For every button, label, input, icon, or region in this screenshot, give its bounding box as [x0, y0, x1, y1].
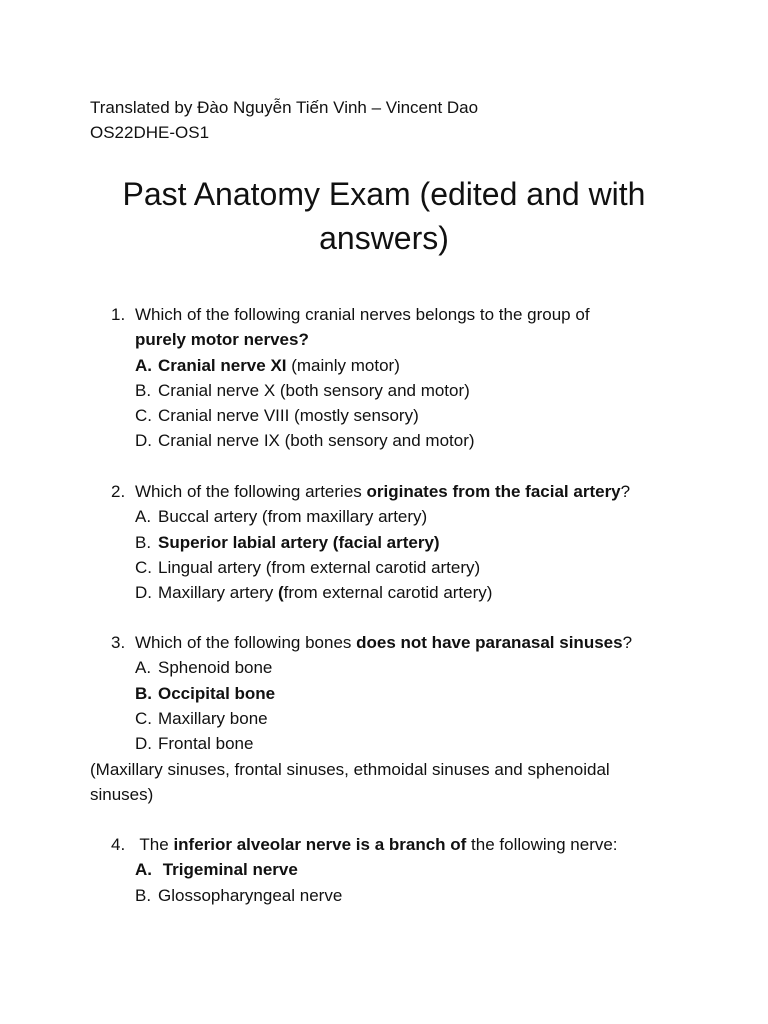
option-d [90, 580, 710, 605]
question-1 [90, 302, 710, 454]
question-number: 3. [111, 633, 126, 652]
option-text: Maxillary artery [158, 583, 278, 603]
option-letter: A. [135, 355, 152, 375]
stem-text: Which of the following arteries [135, 482, 367, 501]
option-text: Frontal bone [158, 734, 254, 754]
question-number: 2. [111, 482, 126, 501]
option-letter: B. [135, 380, 152, 400]
class-code: OS22DHE-OS1 [90, 123, 210, 143]
question-3-note [90, 757, 690, 808]
option-text: Sphenoid bone [158, 658, 273, 678]
stem-end: the following nerve: [466, 835, 618, 854]
option-a [90, 504, 710, 529]
option-d [90, 731, 710, 756]
option-letter: B. [135, 683, 152, 703]
option-paren: ( [277, 583, 284, 603]
option-letter: A. [135, 658, 152, 678]
question-3 [90, 630, 710, 756]
question-stem-line-1: Which of the following cranial nerves belongs to the group of [135, 305, 590, 324]
option-text: Cranial nerve VIII (mostly sensory) [158, 406, 419, 426]
option-text: Maxillary bone [158, 708, 268, 728]
question-stem-line-2 [90, 327, 710, 352]
stem-text: Which of the following bones [135, 633, 357, 652]
option-answer: Occipital bone [158, 683, 276, 703]
option-letter: C. [135, 406, 152, 426]
option-letter: D. [135, 583, 152, 603]
option-text: Glossopharyngeal nerve [158, 885, 343, 905]
option-letter: B. [135, 885, 152, 905]
stem-emphasis: purely motor nerves? [135, 330, 309, 350]
option-b [90, 883, 710, 908]
question-number: 4. [111, 835, 126, 854]
option-a [90, 353, 710, 378]
stem-emphasis: does not have paranasal sinuses [356, 633, 623, 652]
option-note: (mainly motor) [286, 355, 400, 375]
option-c [90, 403, 710, 428]
document-title [60, 172, 708, 260]
title-line-1: Past Anatomy Exam (edited and with [122, 176, 646, 212]
translator-line: Translated by Đào Nguyễn Tiến Vinh – Vincent Dao [90, 98, 479, 117]
option-letter: D. [135, 431, 152, 451]
option-answer: Superior labial artery (facial artery) [158, 532, 440, 552]
stem-emphasis: originates from the facial artery [366, 482, 621, 501]
note-line-2: sinuses) [90, 785, 154, 805]
option-letter: B. [135, 532, 152, 552]
option-text: Cranial nerve IX (both sensory and motor) [158, 431, 475, 451]
option-a [90, 655, 710, 680]
option-text: Cranial nerve X (both sensory and motor) [158, 380, 470, 400]
stem-end: ? [620, 482, 631, 501]
option-b [90, 681, 710, 706]
option-letter: A. [135, 507, 152, 527]
option-b [90, 530, 710, 555]
option-c [90, 555, 710, 580]
stem-end: ? [622, 633, 633, 652]
option-b [90, 378, 710, 403]
option-letter: A. [135, 860, 152, 880]
option-letter: C. [135, 557, 152, 577]
option-c [90, 706, 710, 731]
question-stem [90, 630, 710, 655]
option-letter: D. [135, 734, 152, 754]
document-header [90, 95, 710, 146]
question-number: 1. [111, 305, 126, 324]
title-line-2: answers) [319, 220, 449, 256]
stem-text: The [135, 835, 174, 854]
option-d [90, 428, 710, 453]
option-answer: Cranial nerve XI [158, 355, 287, 375]
stem-emphasis: inferior alveolar nerve is a branch of [173, 835, 467, 854]
option-text: Lingual artery (from external carotid artery) [158, 557, 481, 577]
option-text: Buccal artery (from maxillary artery) [158, 507, 428, 527]
note-line-1: (Maxillary sinuses, frontal sinuses, ethmoidal sinuses and sphenoidal [90, 760, 610, 779]
option-note: from external carotid artery) [283, 583, 493, 603]
option-a [90, 857, 710, 882]
question-2 [90, 479, 710, 605]
question-4 [90, 832, 710, 908]
option-letter: C. [135, 708, 152, 728]
option-answer: Trigeminal nerve [158, 860, 298, 880]
question-stem [90, 832, 710, 857]
question-stem [90, 479, 710, 504]
